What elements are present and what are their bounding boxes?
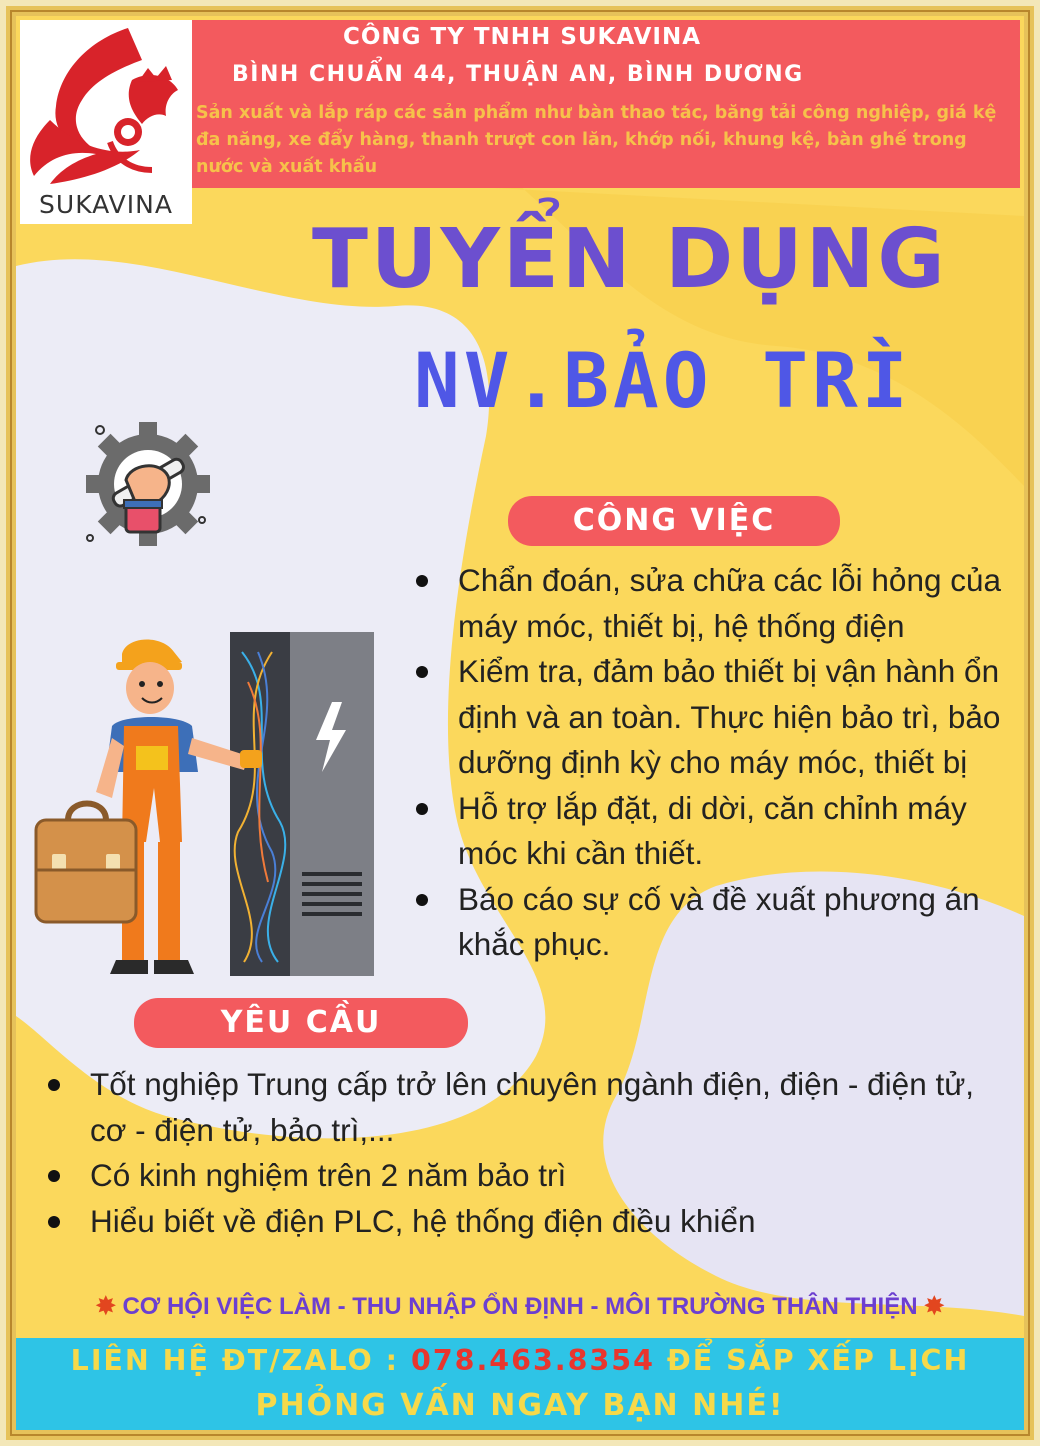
job-list bbox=[416, 558, 1022, 968]
position-title: NV.BẢO TRÌ bbox=[414, 336, 912, 425]
job-heading: CÔNG VIỆC bbox=[508, 496, 840, 546]
requirements-list bbox=[48, 1062, 1018, 1244]
header-band bbox=[192, 20, 1020, 188]
slogan-text: CƠ HỘI VIỆC LÀM - THU NHẬP ỔN ĐỊNH - MÔI TRƯỜNG THÂN THIỆN bbox=[122, 1293, 918, 1320]
contact-line-2: PHỎNG VẤN NGAY BẠN NHÉ! bbox=[255, 1388, 785, 1423]
requirements-heading: YÊU CẦU bbox=[134, 998, 468, 1048]
gear-wrench-hand-icon bbox=[80, 420, 210, 550]
list-item: Kiểm tra, đảm bảo thiết bị vận hành ổn định và an toàn. Thực hiện bảo trì, bảo dưỡng định kỳ cho máy móc, thiết bị bbox=[416, 649, 1022, 786]
logo-wordmark: SUKAVINA bbox=[39, 190, 173, 219]
logo-box bbox=[20, 20, 192, 224]
poster-body bbox=[16, 16, 1024, 1430]
contact-footer bbox=[16, 1338, 1024, 1430]
electrical-cabinet-icon bbox=[230, 632, 374, 976]
list-item: Báo cáo sự cố và đề xuất phương án khắc phục. bbox=[416, 877, 1022, 968]
company-address: BÌNH CHUẨN 44, THUẬN AN, BÌNH DƯƠNG bbox=[232, 62, 804, 87]
recruitment-title: TUYỂN DỤNG bbox=[312, 212, 948, 307]
sparkle-icon: ✸ bbox=[924, 1293, 945, 1320]
list-item: Hiểu biết về điện PLC, hệ thống điện điều khiển bbox=[48, 1199, 1018, 1245]
contact-phone[interactable]: 078.463.8354 bbox=[410, 1344, 655, 1377]
list-item: Tốt nghiệp Trung cấp trở lên chuyên ngành điện, điện - điện tử, cơ - điện tử, bảo trì,... bbox=[48, 1062, 1018, 1153]
lion-griffin-logo-icon bbox=[20, 20, 192, 190]
company-name: CÔNG TY TNHH SUKAVINA bbox=[342, 24, 702, 50]
contact-line-1 bbox=[16, 1344, 1024, 1377]
company-tagline: Sản xuất và lắp ráp các sản phẩm như bàn thao tác, băng tải công nghiệp, giá kệ đa năng, xe đẩy hàng, thanh trượt con lăn, khớp nối, khung kệ, bàn ghế trong nước và xuất khẩu bbox=[196, 103, 997, 177]
contact-suffix: ĐỂ SẮP XẾP LỊCH bbox=[654, 1344, 970, 1377]
electrician-worker-icon bbox=[36, 639, 262, 974]
contact-prefix: LIÊN HỆ ĐT/ZALO : bbox=[70, 1344, 411, 1377]
list-item: Chẩn đoán, sửa chữa các lỗi hỏng của máy móc, thiết bị, hệ thống điện bbox=[416, 558, 1022, 649]
sparkle-icon: ✸ bbox=[95, 1293, 116, 1320]
electrician-illustration bbox=[32, 622, 388, 988]
list-item: Có kinh nghiệm trên 2 năm bảo trì bbox=[48, 1153, 1018, 1199]
list-item: Hỗ trợ lắp đặt, di dời, căn chỉnh máy móc khi cần thiết. bbox=[416, 786, 1022, 877]
slogan-line bbox=[16, 1292, 1024, 1321]
